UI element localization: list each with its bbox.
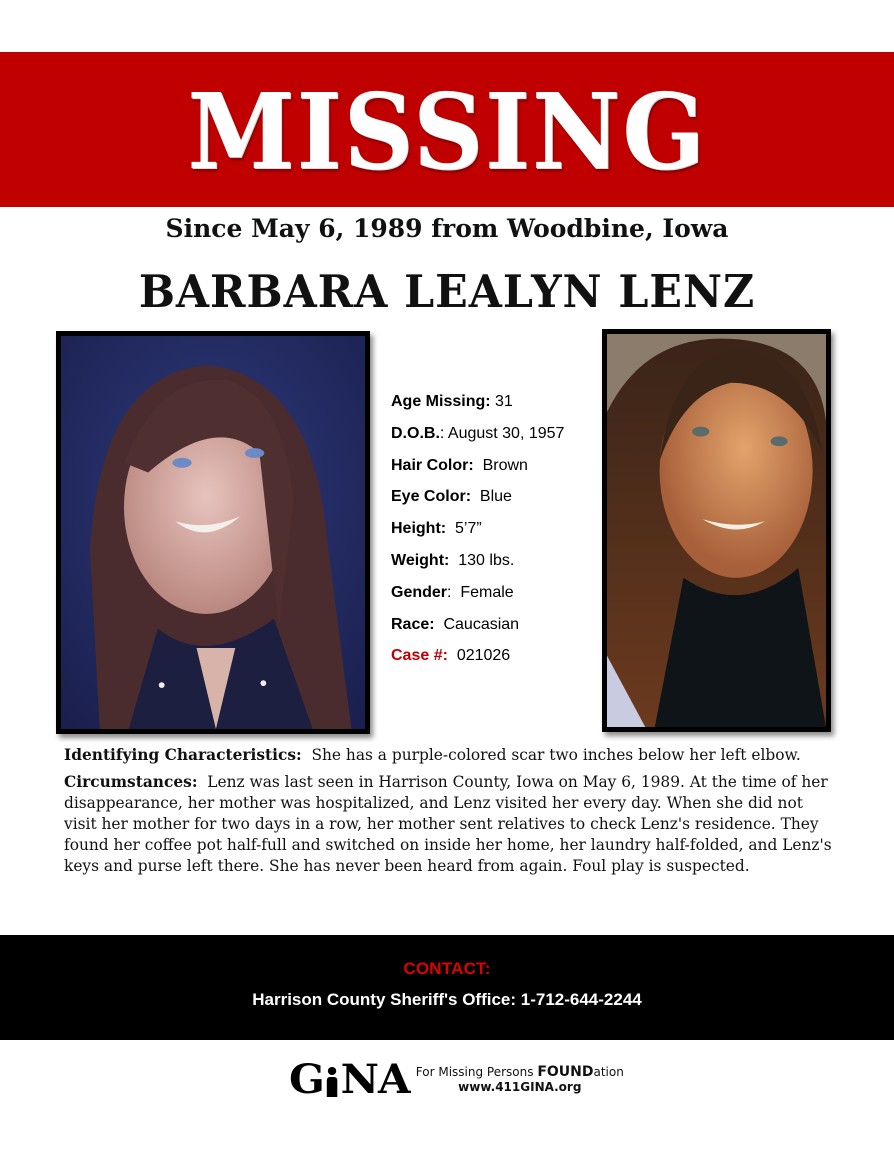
- detail-label: Case #:: [391, 647, 448, 665]
- detail-value: : Female: [447, 583, 514, 601]
- tagline-suffix: ation: [593, 1065, 624, 1079]
- detail-dob: [391, 420, 591, 452]
- detail-value: Caucasian: [434, 615, 520, 633]
- portrait-photo-2: [607, 334, 826, 727]
- banner-title: MISSING: [187, 69, 707, 193]
- detail-race: [391, 611, 591, 643]
- portrait-photo-1: [61, 336, 365, 729]
- detail-label: Weight:: [391, 551, 450, 569]
- tagline-line: [416, 1065, 624, 1080]
- contact-info: Harrison County Sheriff's Office: 1-712-644-2244: [252, 990, 642, 1009]
- detail-label: Height:: [391, 520, 447, 538]
- circumstances-text: Lenz was last seen in Harrison County, Iowa on May 6, 1989. At the time of her disappearance, her mother was hospitalized, and Lenz visited her every day. When she did not visit her mother for two days in a row, her mother sent relatives to check Lenz's residence. They found her coffee pot half-full and switched on inside her home, her laundry half-folded, and Lenz's keys and purse left there. She has never been heard from again. Foul play is suspected.: [64, 773, 837, 875]
- tagline-prefix: For Missing Persons: [415, 1065, 538, 1079]
- gina-tagline: [416, 1065, 624, 1095]
- circumstances: [64, 772, 837, 877]
- detail-label: Age Missing:: [391, 393, 491, 410]
- detail-value: 130 lbs.: [449, 551, 515, 569]
- contact-label: CONTACT:: [403, 959, 491, 978]
- detail-value: 5’7”: [446, 520, 482, 538]
- detail-label: Eye Color:: [391, 488, 472, 506]
- gina-wordmark: [289, 1056, 410, 1103]
- gina-url: www.411GINA.org: [458, 1080, 582, 1094]
- missing-since-subtitle: Since May 6, 1989 from Woodbine, Iowa: [165, 214, 729, 243]
- contact-bar: [0, 935, 894, 1040]
- detail-value: 31: [490, 393, 513, 410]
- description: [64, 745, 837, 883]
- identifying-label: Identifying Characteristics:: [64, 746, 302, 764]
- detail-label: Hair Color:: [391, 456, 474, 474]
- detail-weight: [391, 547, 591, 579]
- detail-label: D.O.B.: [391, 424, 440, 442]
- circumstances-label: Circumstances:: [64, 773, 198, 791]
- missing-banner: [0, 52, 894, 207]
- identifying-characteristics: [64, 745, 834, 766]
- detail-gender: [391, 579, 591, 611]
- detail-hair-color: [391, 452, 591, 484]
- gina-logo-na: NA: [340, 1056, 410, 1103]
- photo-right: [602, 329, 831, 732]
- details-list: [391, 388, 591, 674]
- photo-left: [56, 331, 370, 734]
- detail-age-missing: [391, 388, 591, 420]
- identifying-text: She has a purple-colored scar two inches below her left elbow.: [301, 746, 801, 764]
- detail-eye-color: [391, 483, 591, 515]
- detail-label: Race:: [391, 615, 435, 633]
- person-icon: [325, 1067, 340, 1097]
- gina-logo-g: G: [289, 1056, 324, 1103]
- detail-value: 021026: [447, 647, 511, 665]
- detail-value: : August 30, 1957: [439, 424, 565, 442]
- person-name: BARBARA LEALYN LENZ: [138, 265, 756, 318]
- detail-case-number: [391, 642, 591, 674]
- detail-height: [391, 515, 591, 547]
- gina-logo: [289, 1058, 629, 1102]
- detail-label: Gender: [391, 583, 448, 601]
- detail-value: Brown: [473, 456, 528, 474]
- detail-value: Blue: [471, 488, 512, 506]
- tagline-found: FOUND: [537, 1064, 594, 1080]
